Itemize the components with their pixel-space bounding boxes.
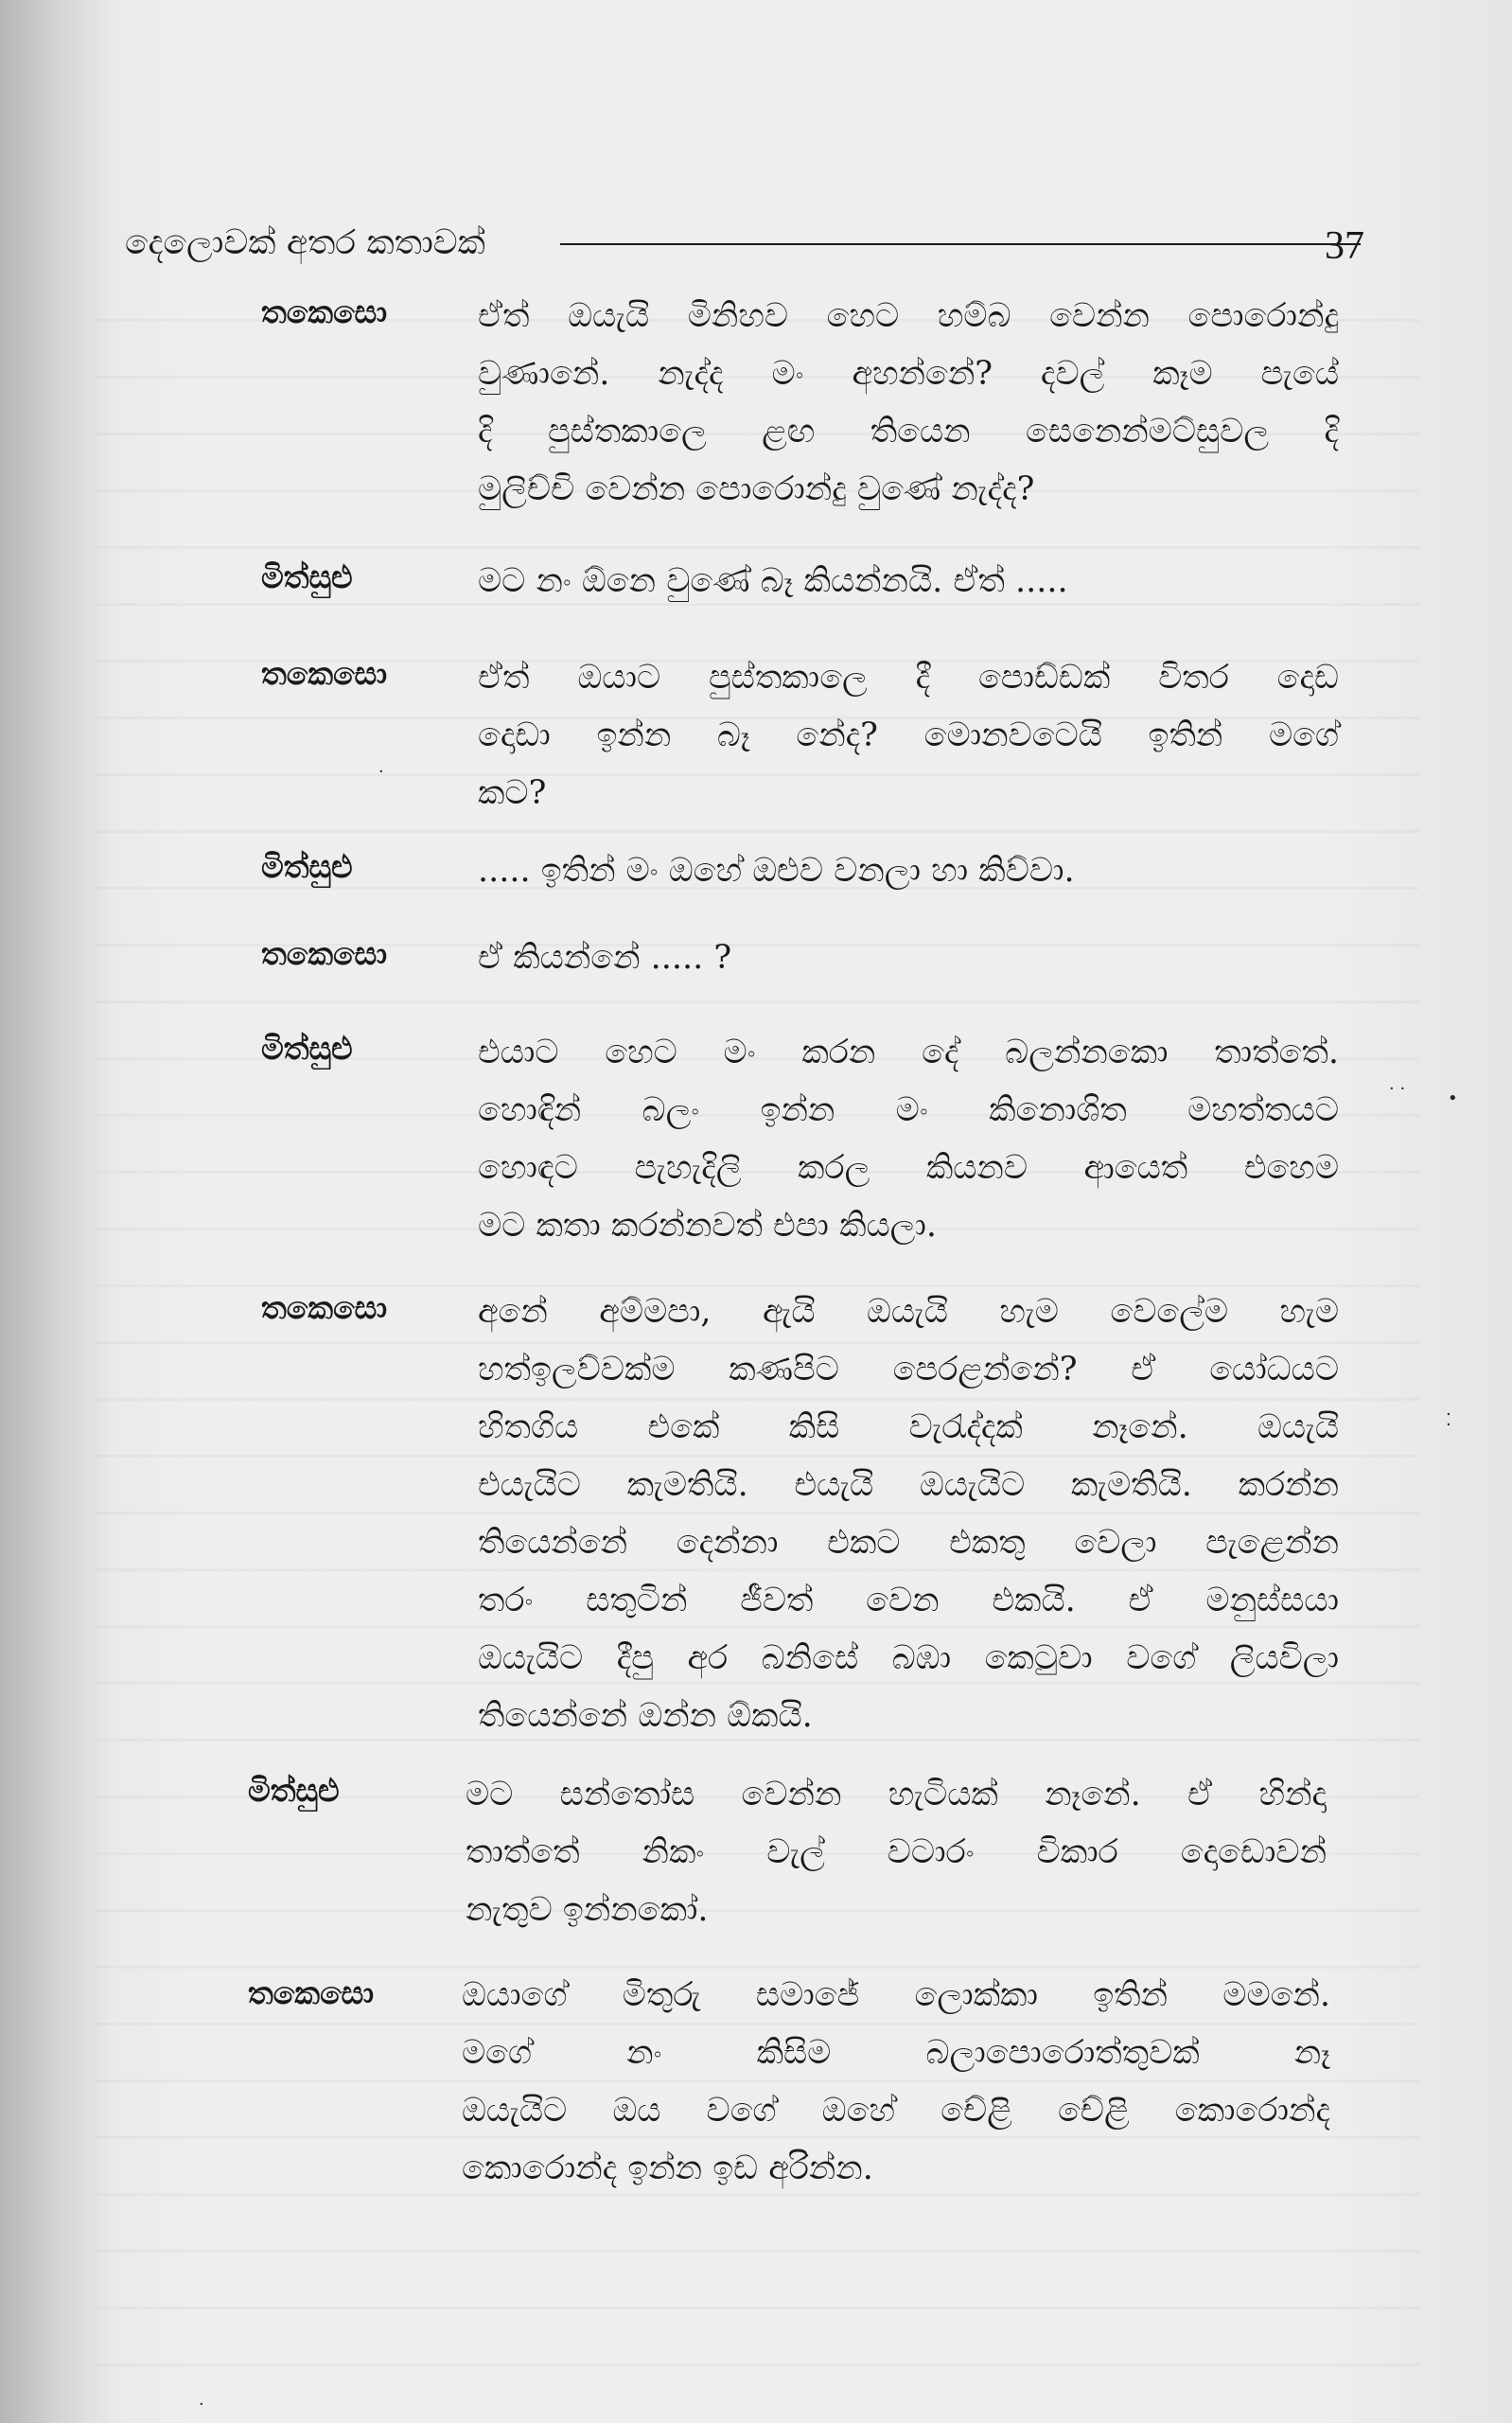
speech-line: මුලිච්චි වෙන්න පොරොන්දු වුණේ නැද්ද?: [478, 470, 1035, 508]
paper-speck: •: [1448, 1088, 1458, 1108]
paper-speck: · ·: [1389, 1079, 1406, 1099]
speech-line: ..... ඉතින් මං ඔහේ ඔළුව වනලා හා කිව්වා.: [478, 852, 1075, 890]
speech-text: [478, 1283, 1339, 1745]
speech-line: ඒ කියන්නේ ..... ?: [478, 939, 732, 977]
speaker-name: මිත්සුළු: [261, 1030, 353, 1067]
speaker-name: තකෙසො: [261, 1289, 388, 1326]
speech-line: කට?: [478, 774, 547, 812]
speaker-name: මිත්සුළු: [261, 848, 353, 885]
speaker-name: තකෙසො: [261, 935, 388, 972]
speech-line: තියෙන්නේ ඔන්න ඕකයි.: [478, 1697, 813, 1735]
speech-line: ඔයැයිට ඔය වගේ ඔහේ චේළි චේළි කොරොන්ද: [462, 2092, 1330, 2130]
speech-text: [478, 649, 1339, 822]
speech-text: [478, 553, 1339, 610]
speech-line: ඒත් ඔයාට පුස්තකාලෙ දී පොඩ්ඩක් විතර දොඩ: [478, 659, 1339, 697]
speech-line: මට සන්තෝස වෙන්න හැටියක් නෑනේ. ඒ හින්දා: [466, 1776, 1327, 1813]
paper-speck: ·: [199, 2395, 204, 2414]
speech-line: දි පුස්තකාලෙ ළඟ තියෙන සෙනෙන්මට්සුවල දි: [478, 413, 1339, 451]
speaker-name: මිත්සුළු: [248, 1772, 340, 1809]
speech-line: මට නං ඕනෙ වුණේ බෑ කියන්නයි. ඒත් .....: [478, 562, 1068, 600]
speech-line: හොඳට පැහැදිලි කරල කියනව ආයෙත් එහෙම: [478, 1149, 1339, 1187]
speaker-name: තකෙසො: [248, 1974, 375, 2011]
speech-line: හත්ඉලව්වක්ම කණපිට පෙරළන්නේ? ඒ යෝධයට: [478, 1351, 1339, 1388]
speech-text: [478, 842, 1339, 900]
speech-line: එයැයිට කැමතියි. එයැයි ඔයැයිට කැමතියි. කරන්න: [478, 1466, 1339, 1504]
paper-speck: ·: [378, 762, 384, 782]
speaker-name: තකෙසො: [261, 655, 388, 692]
speech-text: [478, 288, 1339, 519]
speech-line: තරං සතුටින් ජීවත් වෙන එකයි. ඒ මනුස්සයා: [478, 1582, 1339, 1619]
speech-line: තියෙන්නේ දෙන්නා එකට එකතු වෙලා පැළෙන්න: [478, 1524, 1339, 1562]
speech-line: කොරොන්ද ඉන්න ඉඩ අරින්න.: [462, 2149, 873, 2187]
speech-line: එයාට හෙට මං කරන දේ බලන්නකො තාත්තේ.: [478, 1034, 1339, 1071]
speech-line: ඒත් ඔයැයි මිනිහව හෙට හම්බ වෙන්න පොරොන්දු: [478, 297, 1339, 335]
speech-text: [478, 929, 1339, 987]
speech-line: දොඩා ඉන්න බෑ නේද? මොනවටෙයි ඉතින් මගේ: [478, 716, 1339, 754]
speech-line: මට කතා කරන්නවත් එපා කියලා.: [478, 1207, 938, 1245]
speaker-name: තකෙසො: [261, 293, 388, 330]
speech-line: නැතුව ඉන්නකෝ.: [466, 1891, 709, 1929]
speech-line: හිතගිය එකේ කිසි වැරැද්දක් නෑනේ. ඔයැයි: [478, 1408, 1339, 1446]
speech-text: [462, 1967, 1330, 2198]
speech-text: [466, 1766, 1327, 1939]
page-number: 37: [1325, 224, 1364, 268]
paper-speck: ⁚: [1446, 1410, 1451, 1430]
speech-line: ඔයාගේ මිතුරු සමාජේ ලොක්කා ඉතින් මමනේ.: [462, 1976, 1330, 2014]
running-title: දෙලොවක් අතර කතාවක්: [125, 223, 485, 262]
speech-line: මගේ නං කිසිම බලාපොරොත්තුවක් නෑ: [462, 2034, 1330, 2072]
speech-line: වුණානේ. නැද්ද මං අහන්නේ? දවල් කෑම පැයේ: [478, 355, 1339, 393]
speech-text: [478, 1024, 1339, 1255]
speech-line: අනේ අම්මපා, ඇයි ඔයැයි හැම වෙලේම හැම: [478, 1293, 1339, 1331]
speaker-name: මිත්සුළු: [261, 558, 353, 595]
speech-line: හොඳින් බලං ඉන්න මං කිනොශිත මහත්තයට: [478, 1091, 1339, 1129]
speech-line: ඔයැයිට දීපු අර බනිසේ බඹා කෙටුවා වගේ ලියවිලා: [478, 1639, 1339, 1677]
speech-line: තාත්තේ නිකං වැල් වටාරං විකාර දොඩොවන්: [466, 1833, 1327, 1871]
